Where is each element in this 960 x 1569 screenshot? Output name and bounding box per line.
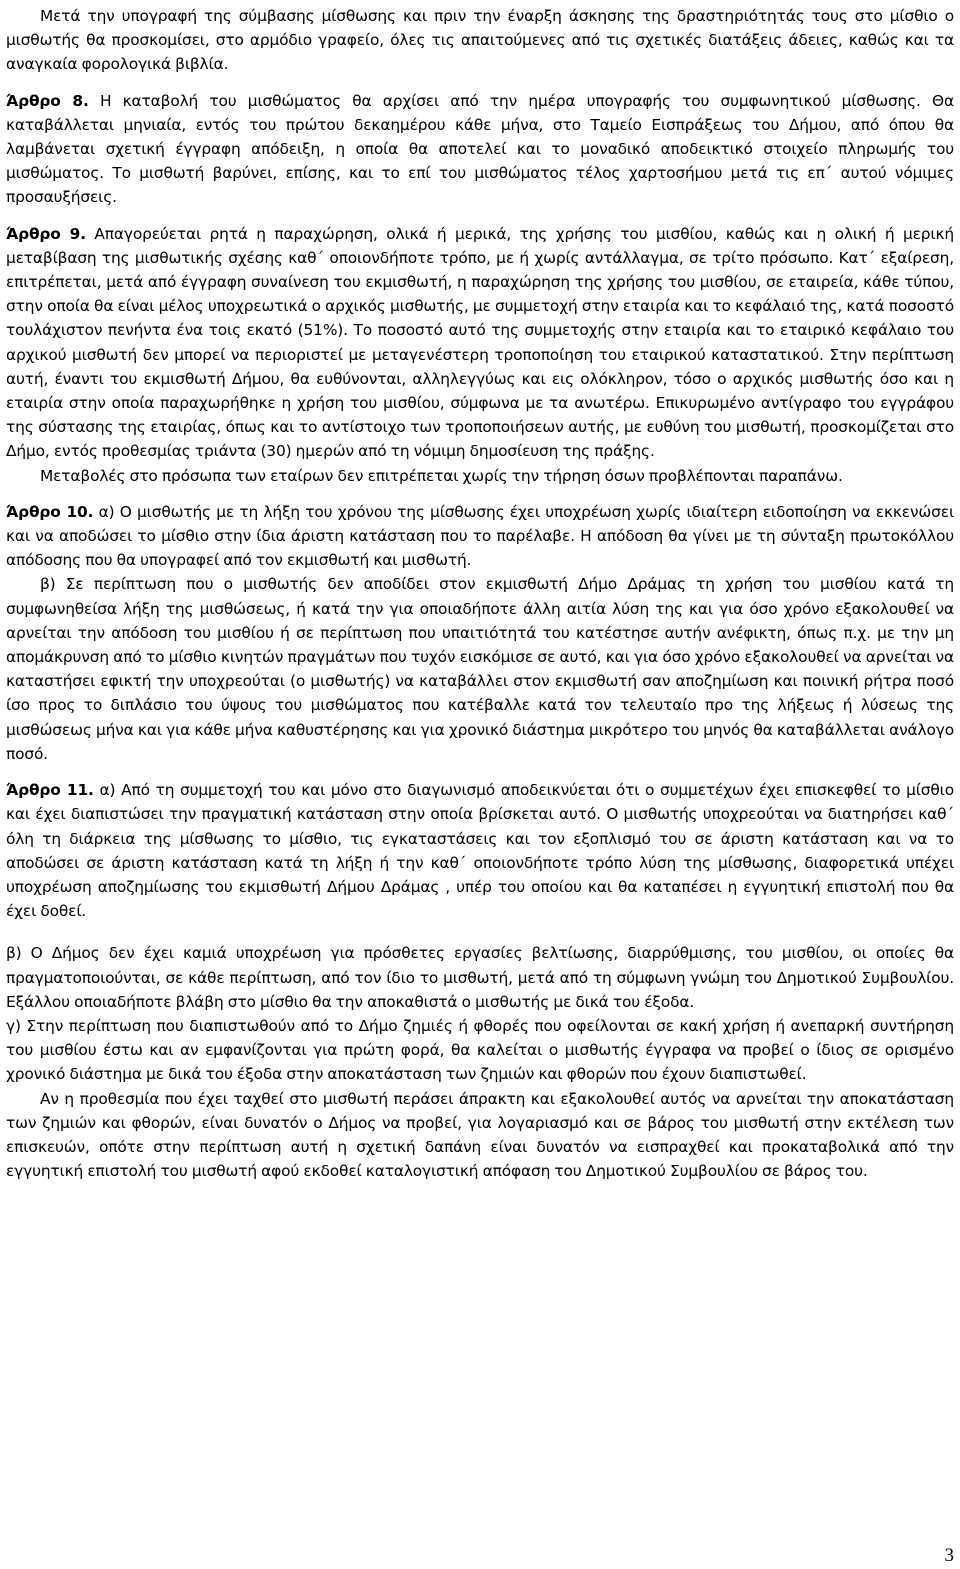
page-number: 3 bbox=[944, 1545, 954, 1566]
article-8-paragraph bbox=[6, 89, 954, 210]
intro-paragraph: Μετά την υπογραφή της σύμβασης μίσθωσης και πριν την έναρξη άσκησης της δραστηριότητάς τους στο μίσθιο ο μισθωτής θα προσκομίσει, στο αρμόδιο γραφείο, όλες τις απαιτούμενες από τις σχετικές διατάξεις άδειες, καθώς και τα αναγκαία φορολογικά βιβλία. bbox=[6, 7, 954, 74]
article-9-paragraph bbox=[6, 222, 954, 464]
article-11-heading: Άρθρο 11. bbox=[6, 781, 94, 800]
article-11-paragraph bbox=[6, 778, 954, 923]
article-9-text: Απαγορεύεται ρητά η παραχώρηση, ολικά ή μερικά, της χρήσης του μισθίου, καθώς και η ολική ή μερική μεταβίβαση της μισθωτικής σχέσης καθ΄ οποιονδήποτε τρόπο, με ή χωρίς αντάλλαγμα, σε τρίτο πρόσωπο. Κατ΄ εξαίρεση, επιτρέπεται, μετά από έγγραφη συναίνεση του εκμισθωτή, η παραχώρηση της χρήσης του μισθίου, σε εταιρεία, κάθε τύπου, στην οποία θα είναι μέλος υποχρεωτικά ο αρχικός μισθωτής, με συμμετοχή στην εταιρία και το κεφάλαιό της, κατά ποσοστό τουλάχιστον πενήντα ένα τοις εκατό (51%). Το ποσοστό αυτό της συμμετοχής στην εταιρία και το εταιρικό κεφάλαιο του αρχικού μισθωτή δεν μπορεί να περιοριστεί με μεταγενέστερη τροποποίηση του εταιρικού καταστατικού. Στην περίπτωση αυτή, έναντι του εκμισθωτή Δήμου, θα ευθύνονται, αλληλεγγύως και εις ολόκληρον, τόσο ο αρχικός μισθωτής όσο και η εταιρία στην οποία παραχωρήθηκε η χρήση του μισθίου, σύμφωνα με τα ανωτέρω. Επικυρωμένο αντίγραφο του εγγράφου της σύστασης της εταιρίας, όπως και το αντίστοιχο των τροποποιήσεων αυτής, με ευθύνη του μισθωτή, προσκομίζεται στο Δήμο, εντός προθεσμίας τριάντα (30) ημερών από τη νόμιμη δημοσίευση της πράξης. bbox=[6, 224, 955, 461]
article-8-heading: Άρθρο 8. bbox=[6, 91, 89, 110]
article-9-heading: Άρθρο 9. bbox=[6, 224, 86, 243]
article-10-heading: Άρθρο 10. bbox=[6, 502, 94, 521]
article-9-paragraph-2: Μεταβολές στο πρόσωπα των εταίρων δεν επιτρέπεται χωρίς την τήρηση όσων προβλέπονται παραπάνω. bbox=[40, 466, 843, 485]
article-11-text: α) Από τη συμμετοχή του και μόνο στο διαγωνισμό αποδεικνύεται ότι ο συμμετέχων έχει επισκεφθεί το μίσθιο και έχει διαπιστώσει την πραγματική κατάσταση στην οποία βρίσκεται αυτό. Ο μισθωτής υποχρεούται να διατηρήσει καθ΄ όλη τη διάρκεια της μίσθωσης το μίσθιο, τις εγκαταστάσεις και τον εξοπλισμό του σε άριστη κατάσταση και να το αποδώσει σε άριστη κατάσταση κατά τη λήξη ή την καθ΄ οποιονδήποτε τρόπο λύση της μίσθωσης, διαφορετικά υπέχει υποχρέωση αποζημίωσης του εκμισθωτή Δήμου Δράμας , υπέρ του οποίου και θα καταπέσει η εγγυητική επιστολή που θα έχει δοθεί. bbox=[6, 781, 954, 921]
article-11-paragraph-c: γ) Στην περίπτωση που διαπιστωθούν από το Δήμο ζημιές ή φθορές που οφείλονται σε κακή χρήση ή ανεπαρκή συντήρηση του μισθίου έστω και αν εμφανίζονται για πρώτη φορά, θα καλείται ο μισθωτής έγγραφα να προβεί ο ίδιος σε ορισμένο χρονικό διάστημα με δικά του έξοδα στην αποκατάσταση των ζημιών και φθορών που έχουν διαπιστωθεί. bbox=[6, 1016, 954, 1084]
article-11-paragraph-d: Αν η προθεσμία που έχει ταχθεί στο μισθωτή περάσει άπρακτη και εξακολουθεί αυτός να αρνείται την αποκατάσταση των ζημιών και φθορών, είναι δυνατόν ο Δήμος να προβεί, για λογαριασμό και σε βάρος του μισθωτή στην εκτέλεση των επισκευών, οπότε στην περίπτωση αυτή η σχετική δαπάνη είναι δυνατόν να εισπραχθεί και προκαταβολικά από την εγγυητική επιστολή του μισθωτή αφού εκδοθεί καταλογιστική απόφαση του Δημοτικού Συμβουλίου σε βάρος του. bbox=[6, 1089, 954, 1181]
document-page bbox=[6, 4, 954, 1183]
article-8-text: Η καταβολή του μισθώματος θα αρχίσει από την ημέρα υπογραφής του συμφωνητικού μίσθωσης. Θα καταβάλλεται μηνιαία, εντός του πρώτου δεκαημέρου κάθε μήνα, στο Ταμείο Εισπράξεως του Δήμου, από όπου θα λαμβάνεται σχετική έγγραφη απόδειξη, η οποία θα αποτελεί και το μοναδικό αποδεικτικό στοιχείο πληρωμής του μισθώματος. Το μισθωτή βαρύνει, επίσης, και το επί του μισθώματος τέλος χαρτοσήμου μετά τις επ΄ αυτού νόμιμες προσαυξήσεις. bbox=[6, 91, 954, 207]
article-10-paragraph-b: β) Σε περίπτωση που ο μισθωτής δεν αποδίδει στον εκμισθωτή Δήμο Δράμας τη χρήση του μισθίου κατά τη συμφωνηθείσα λήξη της μισθώσεως, ή κατά την για οποιαδήποτε άλλη αιτία λύση της και για όσο χρόνο εξακολουθεί να αρνείται την απόδοση του μισθίου ή σε περίπτωση που υπαιτιότητά του κατέστησε αυτήν ανέφικτη, όπως π.χ. με την μη απομάκρυνση από το μίσθιο κινητών πραγμάτων που τυχόν εισκόμισε σε αυτό, και για όσο χρόνο εξακολουθεί να αρνείται να καταστήσει εφικτή την υποχρεούται (ο μισθωτής) να καταβάλλει στον εκμισθωτή σαν αποζημίωση και ποινική ρήτρα ποσό ίσο προς το διπλάσιο του ύψους του μισθώματος που κατέβαλλε κατά τον τελευταίο προ της λήξεως ή λύσεως της μισθώσεως μήνα και για κάθε μήνα καθυστέρησης και για χρονικό διάστημα μικρότερο του μηνός θα καταβάλλεται ανάλογο ποσό. bbox=[6, 575, 954, 763]
article-10-paragraph bbox=[6, 500, 954, 573]
article-11-paragraph-b: β) Ο Δήμος δεν έχει καμιά υποχρέωση για πρόσθετες εργασίες βελτίωσης, διαρρύθμισης, του μισθίου, οι οποίες θα πραγματοποιούνται, σε κάθε περίπτωση, από τον ίδιο το μισθωτή, μετά από τη σύμφωνη γνώμη του Δημοτικού Συμβουλίου. Εξάλλου οποιαδήποτε βλάβη στο μίσθιο θα την αποκαθιστά ο μισθωτής με δικά του έξοδα. bbox=[6, 944, 954, 1011]
article-10-text: α) Ο μισθωτής με τη λήξη του χρόνου της μίσθωσης έχει υποχρέωση χωρίς ιδιαίτερη ειδοποίηση να εκκενώσει και να αποδώσει το μίσθιο στην ίδια άριστη κατάσταση που το παρέλαβε. Η απόδοση θα γίνει με τη σύνταξη πρωτοκόλλου απόδοσης που θα υπογραφεί από τον εκμισθωτή και μισθωτή. bbox=[6, 502, 954, 570]
